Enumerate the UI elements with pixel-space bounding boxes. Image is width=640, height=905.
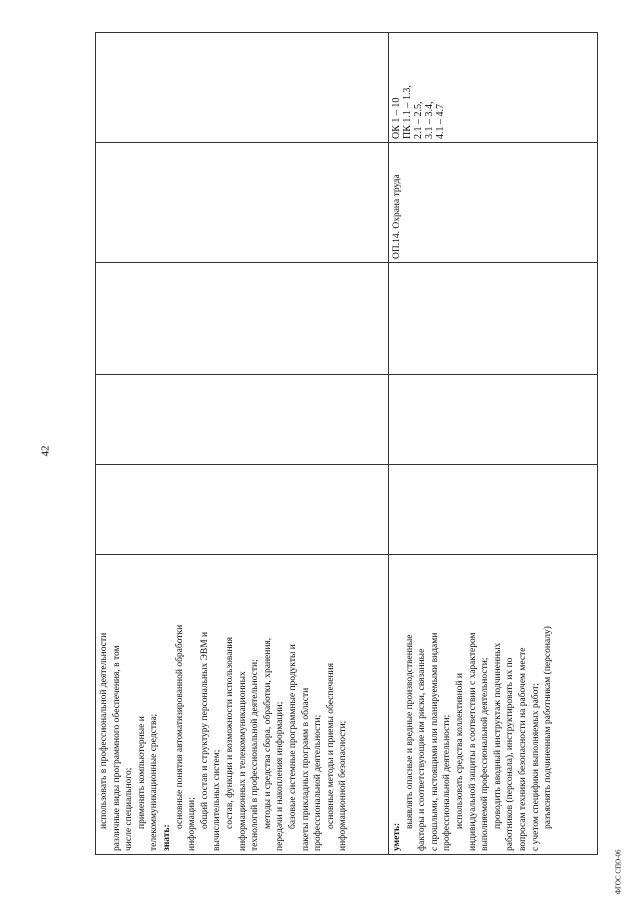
text-line: вопросам техники безопасности на рабочем месте bbox=[517, 647, 528, 851]
table-row bbox=[96, 33, 389, 855]
text-line: выполняемой профессиональной деятельности; bbox=[480, 657, 491, 851]
text-line: пакеты прикладных программ в области bbox=[300, 687, 311, 851]
text-line: основные понятия автоматизированной обработки bbox=[174, 624, 185, 829]
text-line: состав, функции и возможности использования bbox=[224, 636, 235, 829]
text-line: разъяснять подчиненным работникам (персоналу) bbox=[543, 626, 554, 829]
text-line: выявлять опасные и вредные производственные bbox=[404, 634, 415, 829]
text-line: работников (персонала), инструктировать их по bbox=[505, 657, 516, 851]
text-line: вычислительных систем; bbox=[212, 749, 223, 851]
text-line: профессиональной деятельности; bbox=[313, 714, 324, 851]
text-line: факторы и соответствующие им риски, связанные bbox=[417, 648, 428, 851]
text-line: общий состав и структуру персональных ЭВМ и bbox=[199, 631, 210, 829]
text-line: информационной безопасности; bbox=[338, 720, 349, 851]
discipline-cell bbox=[389, 143, 598, 263]
empty-cell bbox=[389, 263, 598, 375]
text-line: базовые системные программные продукты и bbox=[287, 644, 298, 829]
footer-label: ФГОС СПО-06 bbox=[614, 849, 623, 895]
competency-code: ПК 1.1 – 1.3, bbox=[402, 85, 413, 139]
text-line: профессиональной деятельности; bbox=[442, 714, 453, 851]
discipline-name: ОП.14. Охрана труда bbox=[392, 174, 402, 259]
text-line: методы и средства сбора, обработки, хранения, bbox=[262, 637, 273, 829]
text-line: использовать в профессиональной деятельности bbox=[99, 632, 109, 829]
text-line: применять компьютерные и bbox=[136, 716, 147, 829]
empty-cell bbox=[96, 33, 389, 143]
empty-cell bbox=[96, 263, 389, 375]
page-number: 42 bbox=[39, 445, 52, 457]
text-line: проводить вводный инструктаж подчиненных bbox=[492, 642, 503, 829]
competency-code: 3.1 – 3.4, bbox=[424, 101, 435, 139]
text-line: передачи и накопления информации; bbox=[275, 701, 286, 851]
text-line: различные виды программного обеспечения, в том bbox=[111, 645, 122, 851]
text-line: использовать средства коллективной и bbox=[454, 673, 465, 829]
empty-cell bbox=[389, 465, 598, 555]
text-line: с учетом специфики выполняемых работ; bbox=[530, 682, 541, 851]
text-line: знать: bbox=[161, 824, 172, 851]
text-line: информации; bbox=[187, 797, 198, 851]
text-line: индивидуальной защиты в соответствии с характером bbox=[467, 632, 478, 851]
rotated-table-container bbox=[95, 33, 597, 855]
competency-code: 2.1 – 2.5, bbox=[413, 101, 424, 139]
requirements-cell bbox=[96, 555, 389, 855]
table-wrapper bbox=[95, 33, 597, 855]
competency-table bbox=[95, 32, 598, 855]
requirements-cell bbox=[389, 555, 598, 855]
text-line: технологий в профессиональной деятельности; bbox=[250, 659, 261, 851]
text-line: уметь: bbox=[392, 822, 402, 851]
text-line: основные методы и приемы обеспечения bbox=[325, 663, 336, 829]
empty-cell bbox=[96, 143, 389, 263]
empty-cell bbox=[389, 375, 598, 465]
text-line: числе специального; bbox=[124, 767, 135, 851]
competency-code: ОК 1 – 10 bbox=[391, 97, 402, 139]
table-row bbox=[389, 33, 598, 855]
text-line: с прошлыми, настоящими или планируемыми видами bbox=[429, 632, 440, 851]
text-line: телекоммуникационные средства; bbox=[149, 713, 160, 851]
empty-cell bbox=[96, 375, 389, 465]
competencies-cell bbox=[389, 33, 598, 143]
empty-cell bbox=[96, 465, 389, 555]
text-line: информационных и телекоммуникационных bbox=[237, 671, 248, 851]
competency-code: 4.1 – 4.7 bbox=[435, 104, 446, 139]
